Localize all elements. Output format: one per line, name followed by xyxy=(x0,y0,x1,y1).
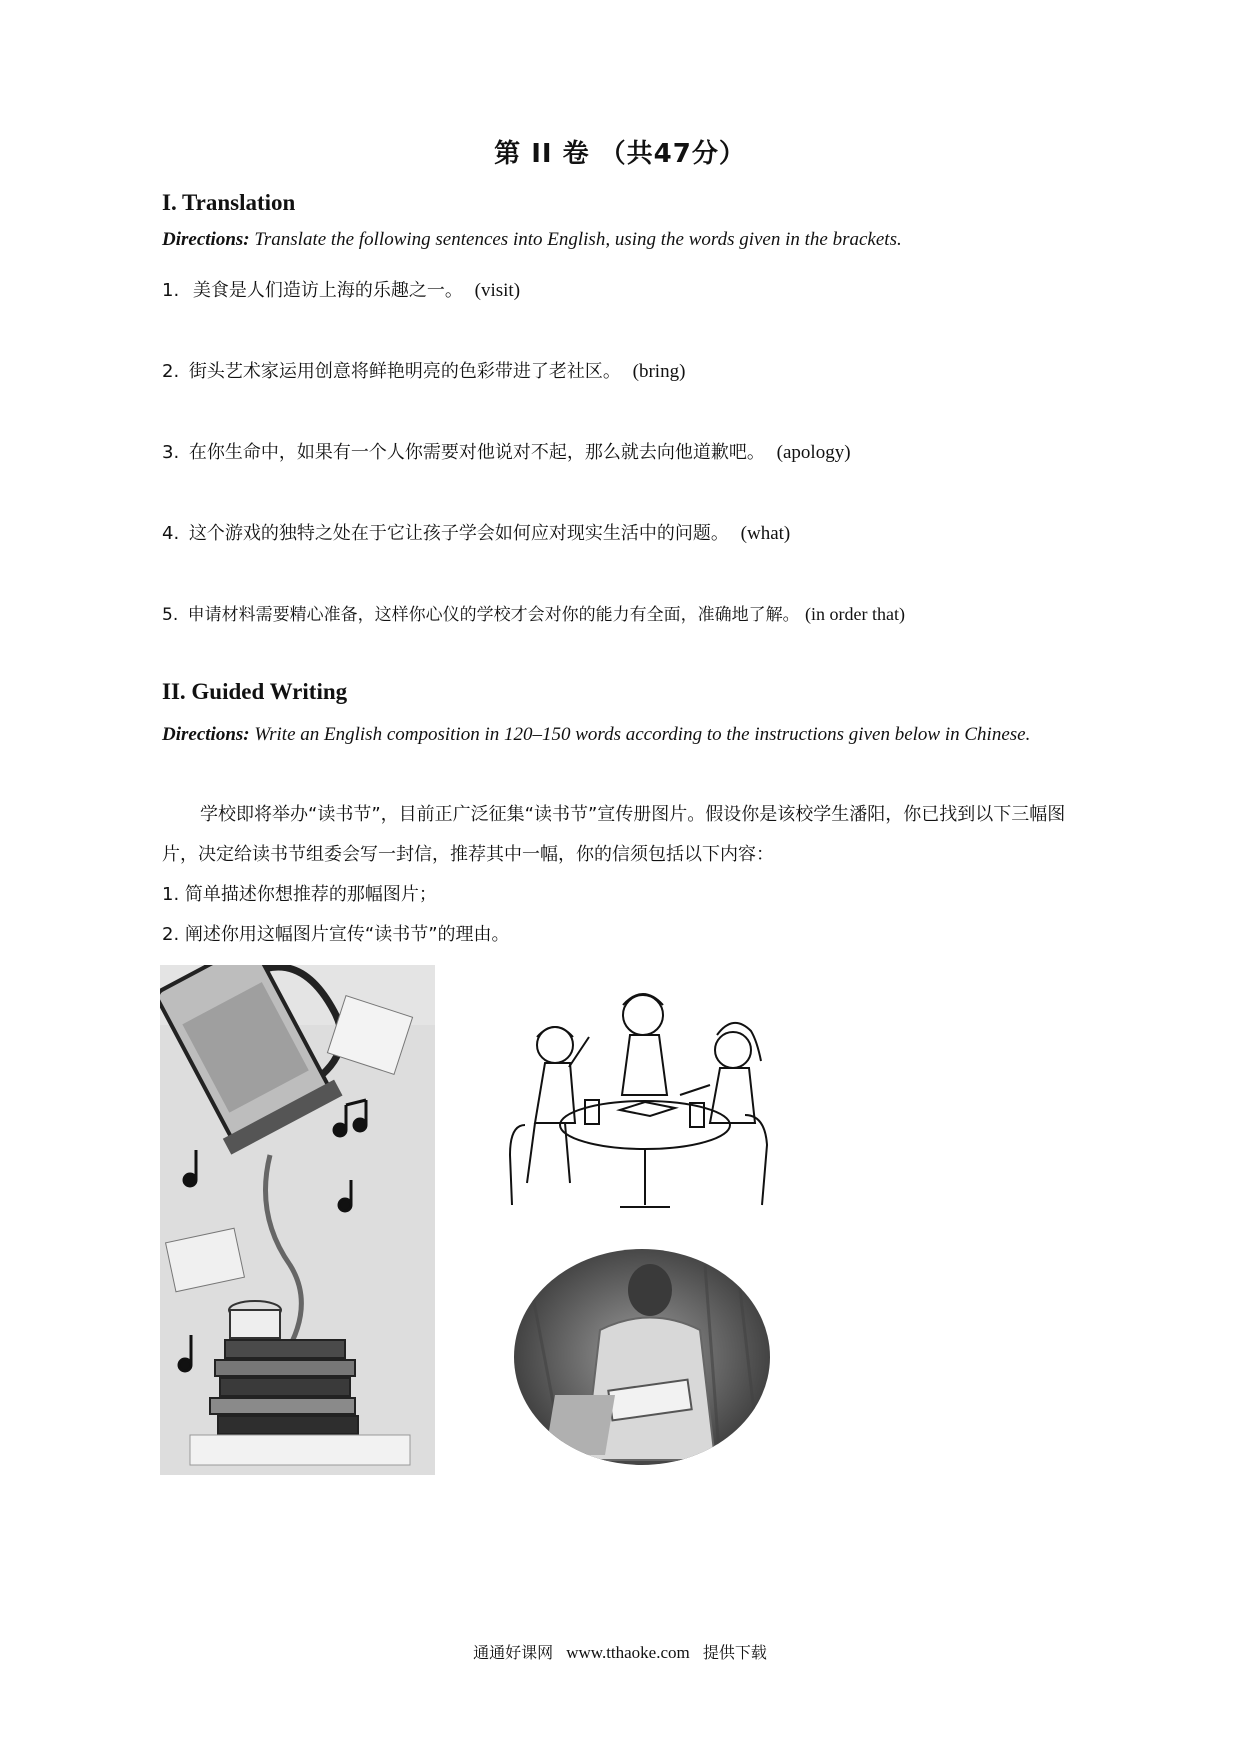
item-hint: (visit) xyxy=(474,280,521,301)
item-text: 在你生命中，如果有一个人你需要对他说对不起，那么就去向他道歉吧。 xyxy=(188,442,765,463)
item-hint: (apology) xyxy=(776,442,851,463)
writing-intro: 学校即将举办“读书节”，目前正广泛征集“读书节”宣传册图片。假设你是该校学生潘阳，你已找到以下三幅图片，决定给读书节组委会写一封信，推荐其中一幅，你的信须包括以下内容： xyxy=(162,804,1066,865)
directions-text: Translate the following sentences into English, using the words given in the brackets. xyxy=(249,229,902,250)
item-text: 这个游戏的独特之处在于它让孩子学会如何应对现实生活中的问题。 xyxy=(188,523,729,544)
writing-point-1: 1. 简单描述你想推荐的那幅图片； xyxy=(162,884,437,905)
translation-item-5 xyxy=(162,600,905,625)
page-title: 第 II 卷 （共47分） xyxy=(494,139,746,169)
footer-site-name: 通通好课网 xyxy=(473,1643,554,1662)
item-text: 美食是人们造访上海的乐趣之一。 xyxy=(192,280,463,301)
directions-label: Directions: xyxy=(162,229,250,250)
item-hint: (what) xyxy=(740,523,791,544)
picture-students-at-table xyxy=(505,975,780,1220)
footer-tail: 提供下载 xyxy=(702,1643,767,1662)
item-number: 4. xyxy=(162,523,180,544)
page-footer xyxy=(0,1640,1240,1663)
directions-label: Directions: xyxy=(162,724,250,745)
section-heading-translation: I. Translation xyxy=(162,190,296,215)
translation-item-4 xyxy=(162,519,790,545)
item-number: 2. xyxy=(162,361,180,382)
item-hint: (in order that) xyxy=(805,604,906,624)
translation-item-3 xyxy=(162,438,851,464)
item-number: 5. xyxy=(162,605,179,625)
picture-coffee-books-music xyxy=(160,965,435,1475)
translation-item-2 xyxy=(162,357,685,383)
picture-man-reading xyxy=(505,1235,780,1475)
footer-url[interactable]: www.tthaoke.com xyxy=(566,1643,690,1662)
translation-item-1 xyxy=(162,276,520,302)
writing-directions xyxy=(162,715,1092,755)
section-heading-guided-writing: II. Guided Writing xyxy=(162,679,348,704)
directions-text: Write an English composition in 120–150 words according to the instructions given below in Chinese. xyxy=(249,724,1031,745)
writing-point-2: 2. 阐述你用这幅图片宣传“读书节”的理由。 xyxy=(162,924,510,945)
translation-directions xyxy=(162,226,1092,254)
item-text: 申请材料需要精心准备，这样你心仪的学校才会对你的能力有全面，准确地了解。 xyxy=(187,605,800,625)
item-number: 3. xyxy=(162,442,180,463)
item-number: 1. xyxy=(162,280,180,301)
item-hint: (bring) xyxy=(632,361,686,382)
item-text: 街头艺术家运用创意将鲜艳明亮的色彩带进了老社区。 xyxy=(188,361,621,382)
